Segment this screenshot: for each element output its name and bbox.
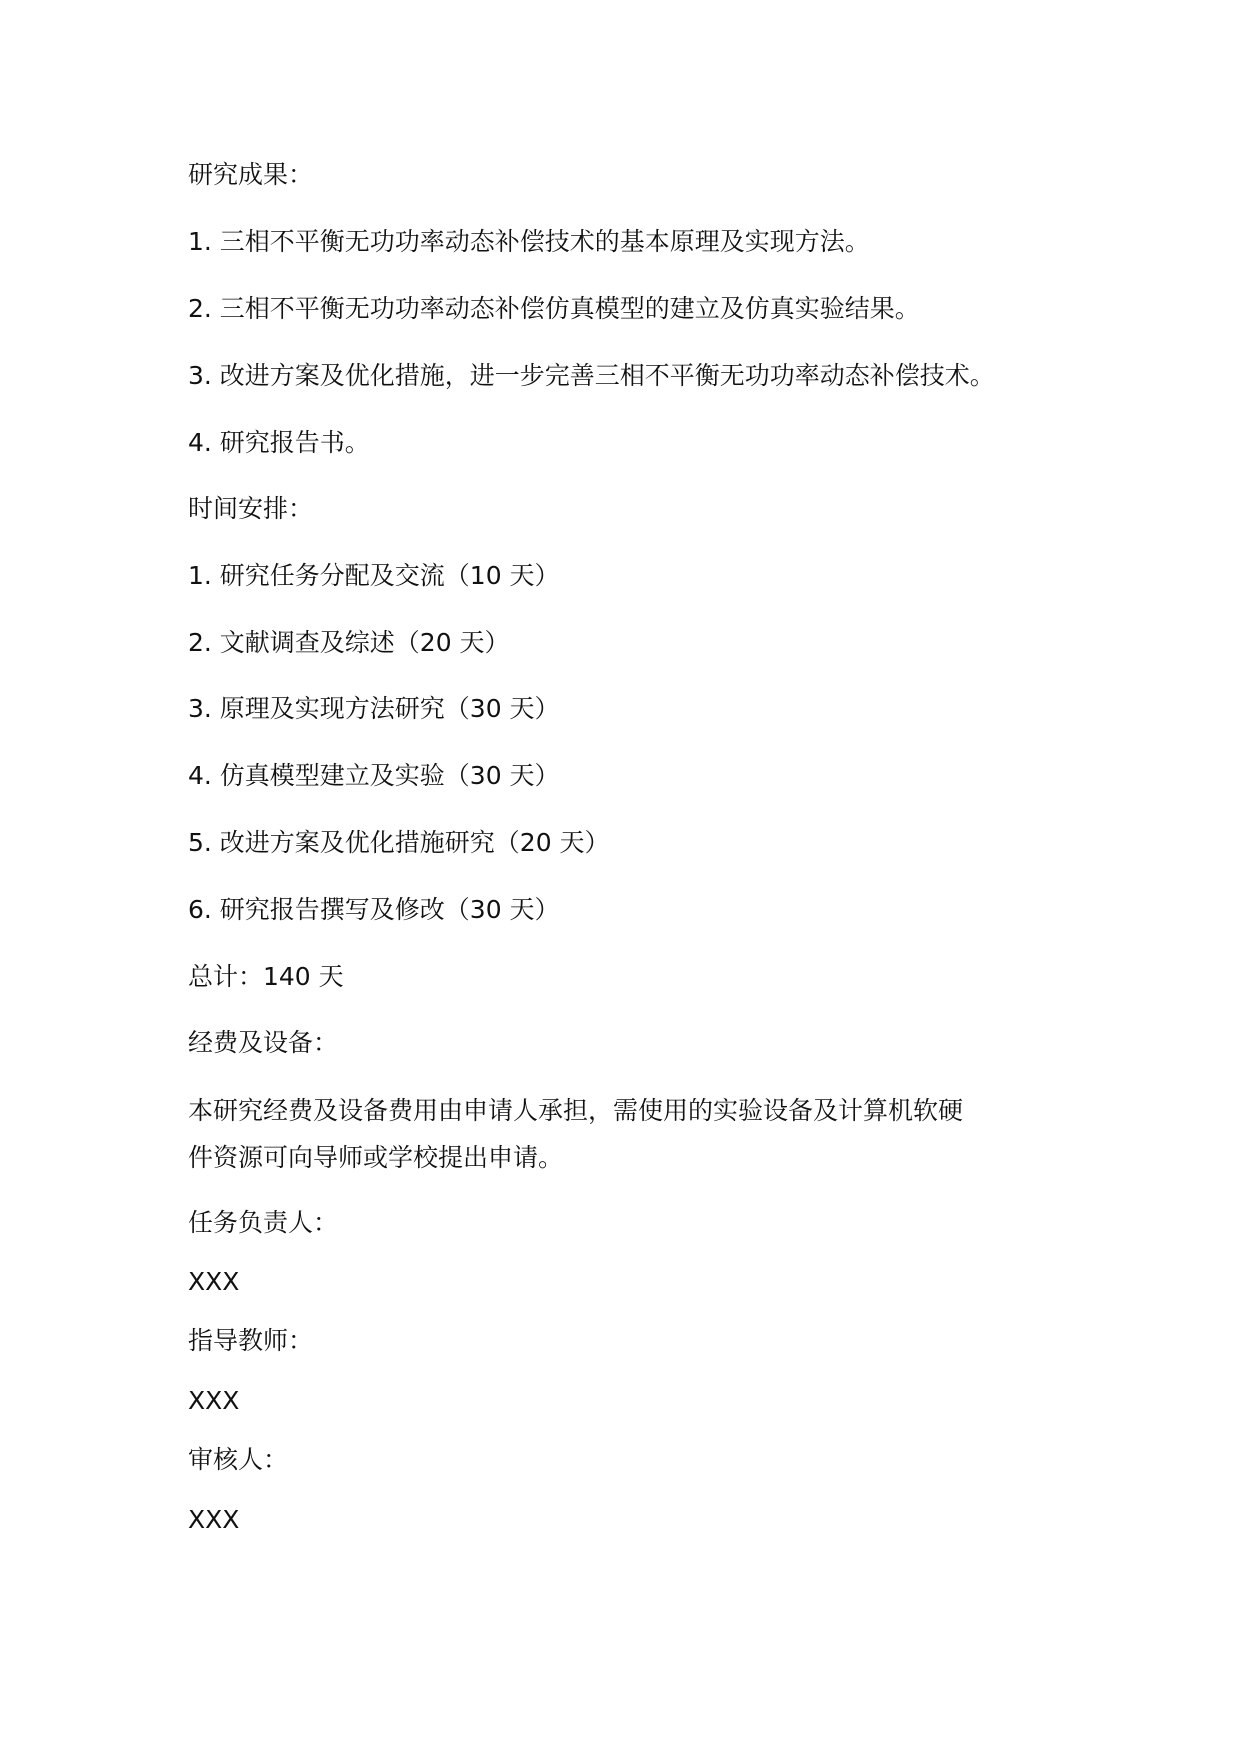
reviewer-label: 审核人： xyxy=(188,1445,289,1474)
schedule-item-2: 2. 文献调查及综述（20 天） xyxy=(188,628,510,657)
results-item-3: 3. 改进方案及优化措施，进一步完善三相不平衡无功功率动态补偿技术。 xyxy=(188,361,995,390)
responsible-label: 任务负责人： xyxy=(188,1208,339,1237)
funding-body-line-2: 件资源可向导师或学校提出申请。 xyxy=(188,1143,564,1172)
schedule-item-6: 6. 研究报告撰写及修改（30 天） xyxy=(188,895,560,924)
reviewer-value: XXX xyxy=(188,1505,240,1534)
funding-body-line-1: 本研究经费及设备费用由申请人承担，需使用的实验设备及计算机软硬 xyxy=(188,1096,964,1125)
results-item-4: 4. 研究报告书。 xyxy=(188,428,370,457)
schedule-item-3: 3. 原理及实现方法研究（30 天） xyxy=(188,694,560,723)
results-item-2: 2. 三相不平衡无功功率动态补偿仿真模型的建立及仿真实验结果。 xyxy=(188,294,920,323)
advisor-value: XXX xyxy=(188,1386,240,1415)
advisor-label: 指导教师： xyxy=(188,1326,314,1355)
schedule-heading: 时间安排： xyxy=(188,494,314,523)
schedule-total: 总计：140 天 xyxy=(188,962,344,991)
funding-heading: 经费及设备： xyxy=(188,1028,339,1057)
schedule-item-5: 5. 改进方案及优化措施研究（20 天） xyxy=(188,828,610,857)
responsible-value: XXX xyxy=(188,1267,240,1296)
schedule-item-1: 1. 研究任务分配及交流（10 天） xyxy=(188,561,560,590)
schedule-item-4: 4. 仿真模型建立及实验（30 天） xyxy=(188,761,560,790)
results-item-1: 1. 三相不平衡无功功率动态补偿技术的基本原理及实现方法。 xyxy=(188,227,870,256)
funding-body xyxy=(188,1087,1048,1181)
results-heading: 研究成果： xyxy=(188,160,314,189)
